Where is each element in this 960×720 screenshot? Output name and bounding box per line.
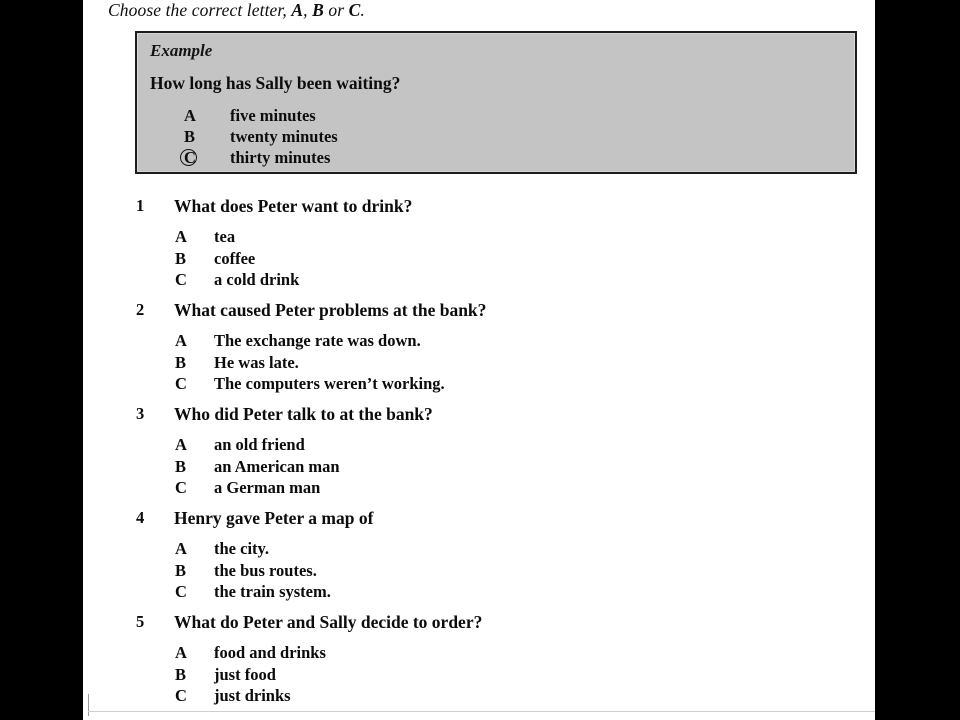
option-letter: B (175, 560, 187, 580)
example-option-letter: A (184, 106, 196, 125)
option-text: an American man (214, 456, 340, 476)
option-letter: B (175, 664, 187, 684)
option-letter: C (175, 478, 187, 497)
question-text: What caused Peter problems at the bank? (174, 300, 487, 320)
option-c[interactable] (175, 477, 340, 499)
option-text: He was late. (214, 352, 299, 372)
example-question: How long has Sally been waiting? (150, 73, 401, 93)
option-c[interactable] (175, 269, 299, 291)
example-option-list (184, 105, 338, 168)
option-letter: A (175, 227, 187, 246)
option-letter: B (175, 352, 187, 372)
example-option-selected (184, 147, 338, 168)
exam-page (83, 0, 875, 720)
instruction-prefix: Choose the correct letter, (108, 0, 287, 20)
option-text: just drinks (214, 686, 291, 705)
option-letter: A (175, 539, 187, 558)
option-text: coffee (214, 248, 256, 268)
option-letter: C (175, 374, 187, 393)
option-letter: B (175, 456, 187, 476)
question-number: 1 (136, 196, 145, 215)
example-option-letter: B (184, 127, 196, 146)
option-text: food and drinks (214, 643, 326, 662)
instruction-letter-c: C (348, 0, 361, 20)
option-list (175, 642, 326, 707)
option-letter: C (175, 270, 187, 289)
example-option-text: five minutes (230, 106, 316, 125)
option-letter: C (175, 582, 187, 601)
option-b[interactable] (175, 664, 326, 686)
example-title: Example (150, 41, 213, 60)
option-letter: A (175, 331, 187, 350)
option-text: The computers weren’t working. (214, 374, 445, 393)
option-list (175, 538, 331, 603)
question-number: 3 (136, 404, 145, 423)
question-number: 2 (136, 300, 145, 319)
question-text: Who did Peter talk to at the bank? (174, 404, 433, 424)
option-letter: B (175, 248, 187, 268)
instruction-sep-1: , (303, 0, 308, 20)
option-text: just food (214, 664, 276, 684)
option-list (175, 330, 445, 395)
option-list (175, 434, 340, 499)
option-text: a German man (214, 478, 321, 497)
option-letter: A (175, 435, 187, 454)
instruction-end: . (360, 0, 365, 20)
example-option-letter (184, 147, 230, 168)
question-text: What do Peter and Sally decide to order? (174, 612, 483, 632)
option-text: the bus routes. (214, 560, 317, 580)
option-a[interactable] (175, 538, 331, 560)
example-option-text: twenty minutes (230, 127, 338, 146)
option-text: an old friend (214, 435, 305, 454)
option-a[interactable] (175, 434, 340, 456)
instruction-letter-a: A (291, 0, 304, 20)
example-option (184, 126, 338, 147)
option-text: the train system. (214, 582, 331, 601)
instruction-line (108, 0, 365, 20)
option-text: The exchange rate was down. (214, 331, 421, 350)
question-text: Henry gave Peter a map of (174, 508, 374, 528)
instruction-mid: or (328, 0, 345, 20)
page-edge-rule-left (88, 694, 89, 716)
option-text: tea (214, 227, 236, 246)
question-number: 5 (136, 612, 145, 631)
option-a[interactable] (175, 642, 326, 664)
circle-answer-icon (180, 149, 197, 166)
option-a[interactable] (175, 226, 299, 248)
option-c[interactable] (175, 685, 326, 707)
example-box (135, 31, 857, 174)
option-b[interactable] (175, 352, 445, 374)
question-text: What does Peter want to drink? (174, 196, 413, 216)
page-edge-rule-bottom (88, 711, 875, 712)
option-text: the city. (214, 539, 269, 558)
option-list (175, 226, 299, 291)
option-c[interactable] (175, 373, 445, 395)
example-option-letter-text: C (184, 148, 196, 167)
question-number: 4 (136, 508, 145, 527)
option-c[interactable] (175, 581, 331, 603)
option-b[interactable] (175, 560, 331, 582)
example-option-text: thirty minutes (230, 148, 331, 167)
option-a[interactable] (175, 330, 445, 352)
option-b[interactable] (175, 248, 299, 270)
option-letter: A (175, 643, 187, 662)
example-option (184, 105, 338, 126)
instruction-letter-b: B (312, 0, 324, 20)
option-text: a cold drink (214, 270, 300, 289)
option-b[interactable] (175, 456, 340, 478)
option-letter: C (175, 686, 187, 705)
